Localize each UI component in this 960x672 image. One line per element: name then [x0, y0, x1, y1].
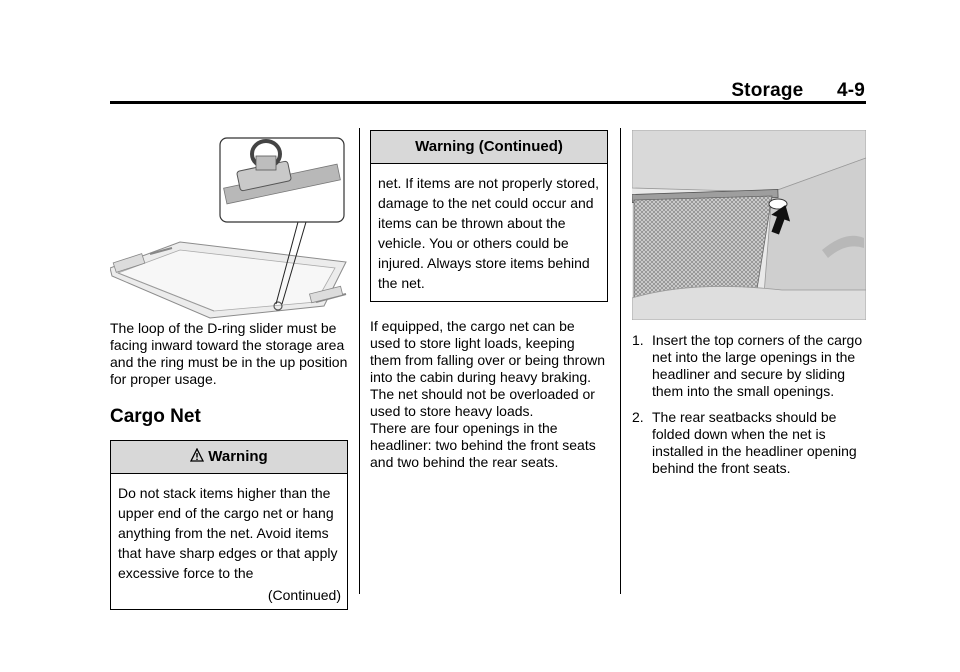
header-rule	[110, 101, 866, 104]
column-divider-2	[620, 128, 621, 594]
step-text: Insert the top corners of the cargo net into the large openings in the headliner and secure by sliding them into the small openings.	[652, 332, 863, 399]
column-divider-1	[359, 128, 360, 594]
step-number: 1.	[632, 332, 644, 348]
warning-continued-box	[370, 130, 608, 302]
warning-box	[110, 440, 348, 610]
cargo-net-heading: Cargo Net	[110, 406, 201, 427]
warning-triangle-icon	[190, 442, 204, 456]
warning-continued-body: net. If items are not properly stored, damage to the net could occur and items can be thrown about the vehicle. You or others could be injured. Always store items behind the net.	[378, 175, 599, 291]
section-title: Storage	[731, 80, 804, 101]
warning-continued-title: Warning (Continued)	[371, 131, 607, 164]
paragraph-overload: The net should not be overloaded or used to store heavy loads.	[370, 386, 595, 419]
paragraph-cargo-net-use: If equipped, the cargo net can be used to store light loads, keeping them from falling over or being thrown into the cabin during heavy braking.	[370, 318, 605, 385]
page-number: 4-9	[836, 80, 865, 101]
installation-steps	[632, 332, 866, 477]
column-2	[370, 130, 608, 471]
paragraph-openings: There are four openings in the headliner: two behind the front seats and two behind the rear seats.	[370, 420, 596, 470]
warning-continued-label: (Continued)	[267, 587, 341, 603]
page-header	[731, 80, 865, 102]
column-1	[110, 130, 348, 610]
d-ring-slider-illustration	[110, 130, 348, 320]
list-item	[632, 332, 866, 400]
column-3	[632, 130, 866, 486]
warning-title	[111, 441, 347, 474]
figure-caption: The loop of the D-ring slider must be facing inward toward the storage area and the ring must be in the up position for proper usage.	[110, 320, 348, 387]
warning-body: Do not stack items higher than the upper end of the cargo net or hang anything from the net. Avoid items that have sharp edges or that apply excessive force to the	[118, 485, 338, 581]
list-item	[632, 409, 866, 477]
warning-title-text: Warning	[208, 448, 268, 465]
step-number: 2.	[632, 409, 644, 425]
step-text: The rear seatbacks should be folded down when the net is installed in the headliner opening behind the front seats.	[652, 409, 857, 476]
headliner-opening-illustration	[632, 130, 866, 320]
